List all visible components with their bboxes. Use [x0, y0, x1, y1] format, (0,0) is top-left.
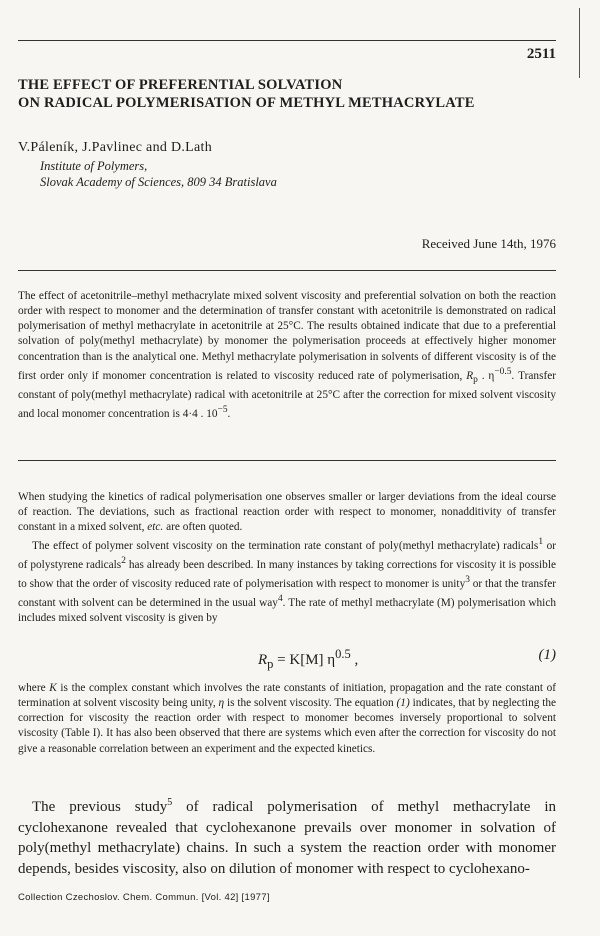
paragraph-1: [18, 490, 556, 535]
title-line-1: THE EFFECT OF PREFERENTIAL SOLVATION: [18, 77, 343, 93]
equation-formula: [258, 647, 358, 672]
reference-4: 4: [277, 594, 283, 605]
equation-number: (1): [538, 647, 556, 663]
page-number: 2511: [526, 46, 556, 62]
paragraph-2: [18, 535, 556, 626]
page-edge-line: [579, 8, 580, 78]
abstract-exp: −5: [217, 405, 228, 416]
eq-mid: = K[M] η: [273, 652, 336, 668]
abstract-eta: . η: [477, 369, 495, 382]
author-names: V.Páleník, J.Pavlinec and D.Lath: [18, 140, 213, 155]
affiliation: [40, 158, 277, 190]
paragraph-3: [18, 681, 556, 757]
academy-address: Slovak Academy of Sciences, 809 34 Bratislava: [40, 175, 277, 189]
article-title: [18, 76, 475, 112]
paragraph-3-a: where: [18, 682, 50, 694]
abstract-rp: R: [466, 369, 474, 382]
body-section-1: [18, 490, 556, 626]
reference-1: 1: [538, 537, 544, 548]
eq-p-sub: p: [267, 657, 274, 671]
abstract-top-rule: [18, 270, 556, 271]
equation-1: [18, 647, 556, 669]
eq-r: R: [258, 652, 268, 668]
abstract-rp-sub: p: [473, 374, 478, 385]
abstract-bottom-rule: [18, 460, 556, 461]
abstract: [18, 289, 556, 422]
eq-exp: 0.5: [335, 647, 351, 661]
reference-3: 3: [465, 575, 470, 586]
symbol-k: K: [49, 682, 57, 694]
abstract-end: .: [227, 407, 231, 420]
reference-5: 5: [167, 797, 173, 808]
paragraph-1-end: are often quoted.: [163, 521, 243, 534]
paragraph-2-d: or that the transfer constant with solvent can be determined in the usual way: [18, 578, 556, 609]
institute-name: Institute of Polymers,: [40, 159, 148, 173]
paragraph-1-text: When studying the kinetics of radical polymerisation one observes smaller or larger deviations from the ideal course of reaction. The deviations, such as fractional reaction order with respect to monomer, nonadditivity of transfer constant in a mixed solvent,: [18, 491, 556, 534]
paragraph-2-c: has already been described. In many instances by taking corrections for viscosity it is possible to show that the order of viscosity reduced rate of polymerisation with respect to monomer is unity: [18, 559, 556, 591]
paragraph-4-b: of radical polymerisation of methyl methacrylate in cyclohexanone revealed that cyclohexanone prevails over monomer in solvation of poly(methyl methacrylate) chains. In such a system the reaction order with monomer depends, besides viscosity, also on dilution of monomer with respect to cyclohexano-: [18, 799, 557, 877]
journal-footer: Collection Czechoslov. Chem. Commun. [Vol. 42] [1977]: [18, 892, 270, 903]
abstract-eta-exp: −0.5: [494, 366, 512, 377]
title-line-2: ON RADICAL POLYMERISATION OF METHYL METHACRYLATE: [18, 95, 475, 111]
paragraph-2-a: The effect of polymer solvent viscosity on the termination rate constant of poly(methyl methacrylate) radicals: [32, 540, 539, 553]
etc-text: etc.: [147, 521, 164, 534]
paragraph-2-e: . The rate of methyl methacrylate (M) polymerisation which includes mixed solvent viscosity is given by: [18, 597, 556, 625]
header-rule: [18, 40, 556, 41]
abstract-text-a: The effect of acetonitrile–methyl methacrylate mixed solvent viscosity and preferential solvation on both the reaction order with respect to monomer and the determination of transfer constant with acetonitrile is demonstrated on radical polymerisation of methyl methacrylate in acetonitrile at 25°C. The results obtained indicate that due to a preferential solvation of poly(methyl methacrylate) by monomer the polymerisation proceeds at effectively higher monomer concentration than is the analytical one. Methyl methacrylate polymerisation in solvents of different viscosity is of the first order only if monomer concentration is related to viscosity reduced rate of polymerisation,: [18, 290, 556, 382]
received-date: Received June 14th, 1976: [421, 236, 556, 251]
paragraph-3-d: indicates, that by neglecting the correction for viscosity the reaction order with respect to monomer becomes inversely proportional to solvent viscosity (Table I). It has also been observed that there are systems which even after the correction for viscosity do not give a reasonable correlation between an experiment and the expected kinetics.: [18, 697, 557, 755]
symbol-eta: η: [218, 697, 225, 710]
paragraph-2-b: or of polystyrene radicals: [18, 540, 556, 572]
paragraph-3-c: is the solvent viscosity. The equation: [224, 697, 397, 710]
reference-2: 2: [121, 556, 126, 567]
paragraph-4: [18, 793, 556, 879]
equation-ref: (1): [396, 697, 410, 710]
paragraph-3-b: is the complex constant which involves the rate constants of initiation, propagation and the rate constant of termination at solvent viscosity being unity,: [18, 682, 557, 710]
paragraph-4-a: The previous study: [32, 799, 168, 815]
eq-end: ,: [350, 652, 359, 668]
abstract-text-b: . Transfer constant of poly(methyl methacrylate) radical with acetonitrile at 25°C after the correction for mixed solvent viscosity and local monomer concentration is 4·4 . 10: [18, 369, 557, 420]
